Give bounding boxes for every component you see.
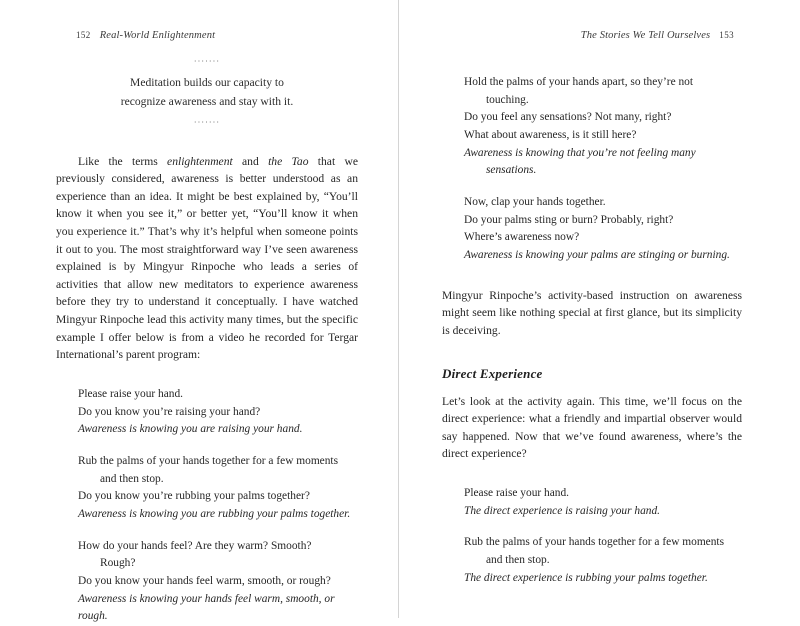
activity-line: touching.	[486, 93, 529, 106]
activity-line: Rough?	[100, 557, 136, 570]
ornament-bottom: ·······	[193, 117, 221, 127]
running-head-title-right: The Stories We Tell Ourselves	[580, 30, 711, 41]
activity-line: Hold the palms of your hands apart, so they’re not	[464, 76, 694, 88]
activity-line: and then stop.	[486, 554, 550, 566]
activity-line: The direct experience is raising your hand.	[464, 504, 661, 517]
activity-line: What about awareness, is it still here?	[464, 129, 637, 142]
running-head-right	[442, 30, 742, 44]
activity-line: Do you feel any sensations? Not many, right?	[464, 111, 672, 124]
spacer	[56, 135, 358, 153]
activity-line: Awareness is knowing your hands feel warm, smooth, or rough.	[78, 592, 335, 623]
activity-block	[464, 194, 742, 265]
epigraph-line-1: Meditation builds our capacity to	[130, 76, 284, 89]
activity-list-right-bottom	[464, 485, 742, 587]
page-right	[400, 0, 800, 618]
activity-list-right-top	[464, 74, 742, 265]
body-paragraph-after-activity: Mingyur Rinpoche’s activity-based instruction on awareness might seem like nothing special at first glance, but its simplicity is deceiving.	[442, 288, 742, 337]
activity-block	[78, 538, 358, 626]
activity-line: Do your palms sting or burn? Probably, right?	[464, 213, 674, 226]
activity-block	[78, 386, 358, 439]
activity-line: Awareness is knowing you are rubbing your palms together.	[78, 507, 351, 520]
activity-line: sensations.	[486, 164, 537, 177]
activity-block	[464, 485, 742, 520]
activity-block	[464, 534, 742, 587]
spacer	[442, 265, 742, 287]
activity-line: Where’s awareness now?	[464, 231, 580, 244]
activity-list-left	[78, 386, 358, 626]
activity-line: and then stop.	[100, 472, 164, 485]
activity-line: Rub the palms of your hands together for a few moments	[464, 536, 725, 549]
spacer	[442, 58, 742, 74]
body-paragraph-intro: Like the terms enlightenment and the Tao that we previously considered, awareness is better understood as an experience than an idea. It might be best explained by, “You’ll know it when you see it,” or better yet, “You’ll know it when you experience it.” That’s why it’s helpful when someone points it out to you. The most straightforward way I’ve seen awareness explained is by Mingyur Rinpoche who leads a series of activities that allow new meditators to experience awareness before they try to understand it conceptually. I have watched Mingyur Rinpoche lead this activity many times, but the specific example I offer below is from a video he recorded for Tergar International’s parent program:	[56, 154, 358, 362]
spacer	[442, 340, 742, 366]
running-head-left	[56, 30, 358, 44]
activity-block	[78, 453, 358, 524]
activity-line: Awareness is knowing you are raising your hand.	[78, 423, 303, 436]
folio-right: 153	[719, 30, 734, 40]
body-paragraph-direct-experience: Let’s look at the activity again. This time, we’ll focus on the direct experience: what a friendly and impartial observer would say happened. Now that we’ve found awareness, where’s the direct experience?	[442, 394, 742, 461]
activity-block	[464, 74, 742, 180]
epigraph-line-2: recognize awareness and stay with it.	[120, 94, 294, 108]
activity-line: Rub the palms of your hands together for a few moments	[78, 454, 339, 467]
spacer	[56, 364, 358, 386]
activity-line: Awareness is knowing that you’re not feeling many	[464, 146, 696, 159]
ornament-top: ·······	[193, 57, 221, 66]
activity-line: Do you know you’re rubbing your palms together?	[78, 490, 310, 503]
activity-line: How do your hands feel? Are they warm? Smooth?	[78, 539, 312, 552]
activity-line: Please raise your hand.	[78, 387, 184, 400]
spacer	[442, 463, 742, 485]
epigraph	[56, 74, 358, 112]
activity-line: Now, clap your hands together.	[464, 196, 606, 209]
page-left	[0, 0, 400, 623]
activity-line: Do you know you’re raising your hand?	[78, 405, 261, 418]
running-head-title-left: Real-World Enlightenment	[99, 30, 216, 41]
activity-line: Do you know your hands feel warm, smooth, or rough?	[78, 574, 331, 587]
folio-left: 152	[76, 30, 91, 40]
activity-line: The direct experience is rubbing your palms together.	[464, 571, 708, 584]
activity-line: Awareness is knowing your palms are stinging or burning.	[464, 249, 730, 262]
activity-line: Please raise your hand.	[464, 486, 570, 499]
section-subheading: Direct Experience	[442, 365, 543, 381]
